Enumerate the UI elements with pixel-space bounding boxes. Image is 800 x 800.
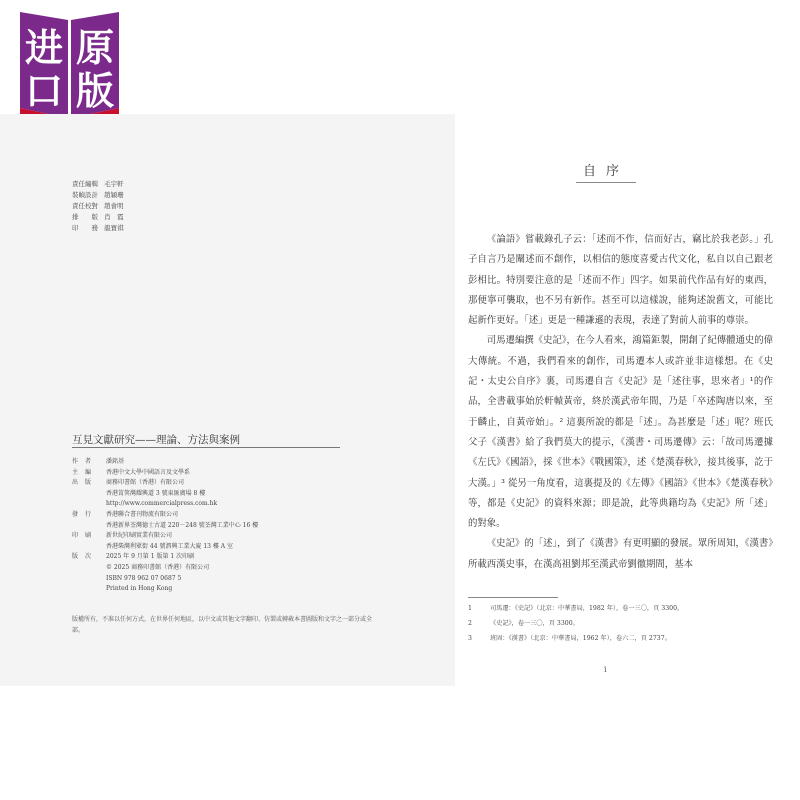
credit-row xyxy=(72,212,124,223)
credit-role: 印 務 xyxy=(72,224,98,232)
pub-label: 主編 xyxy=(72,468,99,476)
footnote-divider xyxy=(468,597,558,598)
pub-row-publisher xyxy=(72,478,258,510)
footnote-text: 司馬遷：《史記》（北京：中華書局，1982 年），卷一三〇，頁 3300。 xyxy=(490,605,684,612)
preface-body xyxy=(468,230,773,575)
footnote xyxy=(468,616,768,631)
credit-role: 責任編輯 xyxy=(72,180,98,188)
credit-role: 責任校對 xyxy=(72,202,98,210)
badge-char: 版 xyxy=(75,69,115,113)
credit-name: 趙會明 xyxy=(104,202,124,210)
pub-line: 香港聯合書刊物流有限公司 xyxy=(106,510,179,518)
rights-notice: 版權所有，不准以任何方式，在世界任何地區，以中文或其他文字翻印、仿製或轉載本書圖版和文字之一部分或全部。 xyxy=(72,616,373,634)
footnote-number: 1 xyxy=(468,605,472,612)
pub-label: 版次 xyxy=(72,553,99,561)
pub-link[interactable]: http://www.commercialpress.com.hk xyxy=(106,500,218,508)
pub-label: 印刷 xyxy=(72,532,99,540)
page-number: i xyxy=(604,665,607,674)
pub-line: 新世紀印刷實業有限公司 xyxy=(106,532,173,540)
pub-line: 商務印書館（香港）有限公司 xyxy=(106,479,185,487)
pub-line: 香港新界荃灣德士古道 220－248 號荃灣工業中心 16 樓 xyxy=(106,521,259,529)
footnote-number: 3 xyxy=(468,635,472,642)
book-title: 互見文獻研究——理論、方法與案例 xyxy=(72,434,240,446)
badge-char: 进 xyxy=(24,26,64,70)
pub-row-distributor xyxy=(72,510,258,531)
pub-line: 香港筲箕灣耀興道 3 號東匯廣場 8 樓 xyxy=(106,489,206,497)
credit-role: 排 版 xyxy=(72,213,98,221)
credit-role: 裝幀設計 xyxy=(72,191,98,199)
footnote-text: 班固：《漢書》（北京：中華書局，1962 年），卷六二，頁 2737。 xyxy=(490,635,671,642)
pub-row-author xyxy=(72,457,258,468)
credit-name: 趙穎珊 xyxy=(104,191,124,199)
pub-label: 發行 xyxy=(72,510,99,518)
footnote xyxy=(468,601,768,616)
pub-label: 出版 xyxy=(72,479,99,487)
credit-row xyxy=(72,223,124,234)
copyright-page xyxy=(0,114,455,686)
pub-line: 香港中文大學中國語言及文學系 xyxy=(106,468,191,476)
footnote-number: 2 xyxy=(468,620,472,627)
pub-line: 香港柴灣利眾街 44 號泗興工業大廈 13 樓 A 室 xyxy=(106,542,234,550)
credit-row xyxy=(72,190,124,201)
publication-info xyxy=(72,457,258,595)
pub-line: 潘銘基 xyxy=(106,458,125,465)
pub-line: 2025 年 9 月第 1 版第 1 次印刷 xyxy=(106,553,195,561)
credit-name: 肖 霞 xyxy=(104,213,124,221)
paragraph: 《論語》嘗載錄孔子云：「述而不作，信而好古，竊比於我老彭。」孔子自言乃是闡述而不創作，以相信的態度喜愛古代文化，私自以自己跟老彭相比。特別要注意的是「述而不作」四字。如果前代作品有好的東西，那便寧可襲取，也不另有新作。甚至可以這樣說，能夠述說舊文，可能比起新作更好。「述」更是一種謙遜的表現，表達了對前人前事的尊崇。 xyxy=(468,234,773,327)
preface-page xyxy=(456,114,800,800)
pub-line: ISBN 978 962 07 0687 5 xyxy=(106,574,182,582)
paragraph: 司馬遷編撰《史記》，在今人看來，鴻篇鉅製，開創了紀傳體通史的偉大傳統。不過，我們看來的創作，司馬遷本人或許並非這樣想。在《史記・太史公自序》裏，司馬遷自言《史記》是「述往事，思來者」¹的作品，全書載事始於軒轅黃帝，終於漢武帝年間，乃是「卒述陶唐以來，至于麟止，自黃帝始」。² 這裏所說的都是「述」。為甚麼是「述」呢？班氏父子《漢書》給了我們莫大的提示，《漢書・司馬遷傳》云：「故司馬遷據《左氏》《國語》，採《世本》《戰國策》，述《楚漢春秋》，接其後事，訖于大漢。」³ 從另一角度看，這裏提及的《左傳》《國語》《世本》《楚漢春秋》等，都是《史記》的資料來源；即是說，此等典籍均為《史記》所「述」的對象。 xyxy=(468,335,773,530)
paragraph: 《史記》的「述」，到了《漢書》有更明顯的發展。眾所周知，《漢書》所載西漢史事，在漢高祖劉邦至漢武帝劉徹期間，基本 xyxy=(468,538,773,570)
pub-row-printer xyxy=(72,531,258,552)
pub-line: Printed in Hong Kong xyxy=(106,585,173,593)
credit-name: 龍寶祺 xyxy=(104,224,124,232)
pub-line: © 2025 商務印書館（香港）有限公司 xyxy=(106,563,210,571)
divider xyxy=(72,447,340,448)
footnote xyxy=(468,631,768,646)
divider xyxy=(576,182,636,183)
badge-char: 原 xyxy=(75,26,115,70)
credit-row xyxy=(72,179,124,190)
credit-row xyxy=(72,201,124,212)
footnotes xyxy=(468,601,768,646)
pub-label: 作者 xyxy=(72,458,99,465)
credit-name: 毛宇軒 xyxy=(104,180,124,188)
preface-title: 自序 xyxy=(582,164,629,179)
badge-char: 口 xyxy=(24,69,64,113)
pub-row-editor xyxy=(72,468,258,479)
pub-row-edition xyxy=(72,552,258,594)
credits-list xyxy=(72,179,124,234)
footnote-text: 《史記》，卷一三〇，頁 3300。 xyxy=(490,620,579,627)
